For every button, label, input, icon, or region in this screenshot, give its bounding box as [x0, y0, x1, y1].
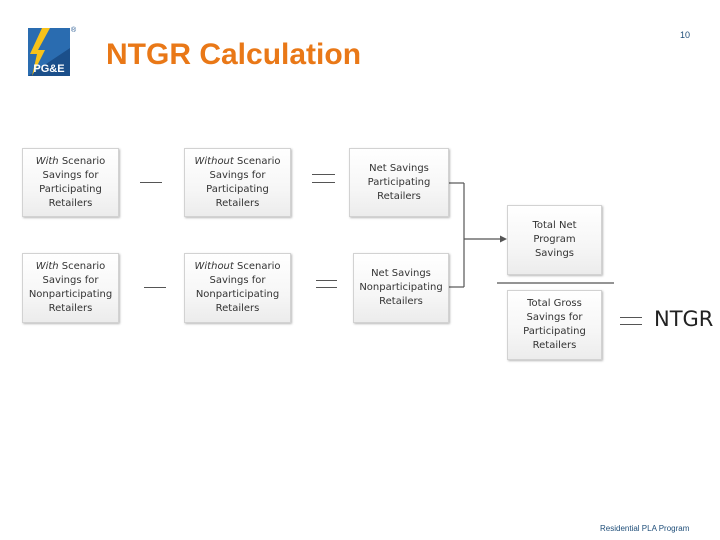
- ntgr-label: NTGR: [654, 307, 714, 331]
- registered-mark: ®: [71, 27, 77, 34]
- total-gross-savings-box: Total Gross Savings for Participating Retailers: [507, 290, 602, 360]
- net-savings-nonparticipating-box: Net Savings Nonparticipating Retailers: [353, 253, 449, 323]
- equals-operator-bottom: [620, 324, 642, 325]
- minus-operator: [140, 182, 162, 183]
- without-participating-text: Scenario Savings for Participating Retailers: [206, 155, 281, 209]
- page-number: 10: [680, 30, 691, 40]
- logo-text: PG&E: [33, 63, 65, 75]
- page-title: NTGR Calculation: [106, 38, 362, 71]
- with-scenario-participating-box: [22, 148, 119, 217]
- equals-operator-top: [312, 174, 335, 175]
- net-savings-participating-box: Net Savings Participating Retailers: [349, 148, 449, 217]
- with-label: With: [35, 261, 59, 272]
- minus-operator: [144, 287, 166, 288]
- without-scenario-nonparticipating-box: [184, 253, 291, 323]
- without-label: Without: [194, 261, 234, 272]
- without-label: Without: [194, 155, 234, 167]
- with-nonparticipating-text: Scenario Savings for Nonparticipating Retailers: [28, 261, 113, 314]
- with-scenario-nonparticipating-box: [22, 253, 119, 323]
- with-participating-text: Scenario Savings for Participating Retailers: [39, 155, 106, 209]
- total-net-program-savings-box: Total Net Program Savings: [507, 205, 602, 275]
- with-label: With: [35, 155, 59, 167]
- footer-program-name: Residential PLA Program: [600, 524, 690, 533]
- equals-operator-bottom: [316, 287, 337, 288]
- pge-logo: [28, 28, 70, 76]
- equals-operator-bottom: [312, 182, 335, 183]
- without-scenario-participating-box: [184, 148, 291, 217]
- without-nonparticipating-text: Scenario Savings for Nonparticipating Retailers: [195, 261, 281, 314]
- equals-operator-top: [316, 280, 337, 281]
- equals-operator-top: [620, 317, 642, 318]
